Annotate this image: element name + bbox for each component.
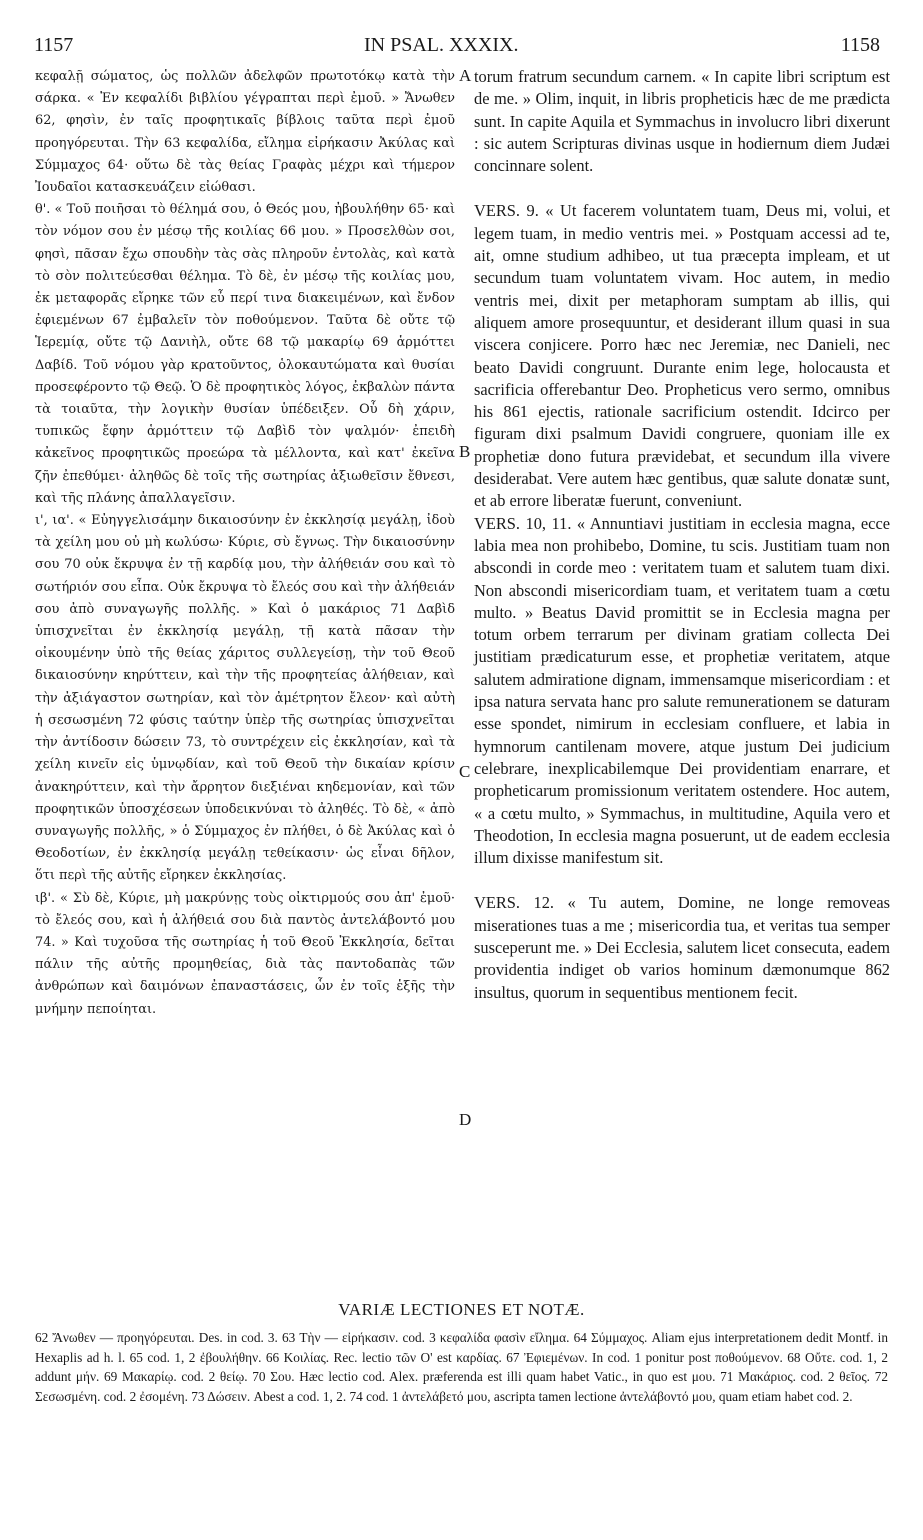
footnotes-text: 62 Ἄνωθεν — προηγόρευται. Des. in cod. 3. 63 Τὴν — εἰρήκασιν. cod. 3 κεφαλίδα φασὶν εἴλημα. 64 Σύμμαχος. Aliam ejus interpretationem dedit Montf. in Hexaplis ad h. l. 65 cod. 1, 2 ἐβουλήθην. 66 Κοιλίας. Rec. lectio τῶν Ο' est καρδίας. 67 Ἐφιεμένων. In cod. 1 ponitur post ποθούμενον. 68 Οὔτε. cod. 1, 2 addunt μήν. 69 Μακαρίῳ. cod. 2 θείῳ. 70 Σου. Hæc lectio cod. Alex. præferenda est illi quam habet Vatic., in quo est μου. 71 Μακάριος. cod. 2 θεῖος. 72 Σεσωσμένη. cod. 2 ἐσομένη. 73 Δώσειν. Abest a cod. 1, 2. 74 cod. 1 ἀντελάβετό μου, ascripta tamen lectione ἀντελάβοντό μου, quam etiam habet cod. 2. <box>35 1330 888 1404</box>
right-page-number: 1158 <box>840 34 880 56</box>
margin-letter-c: C <box>459 762 471 781</box>
latin-paragraph: VERS. 12. « Tu autem, Domine, ne longe removeas miserationes tuas a me ; misericordia tua, et veritas tua semper susceperunt me. » Dei Ecclesia, salutem licet consecuta, eadem providentia indiget ob varios hominum dæmonumque 862 insultus, quorum in sequentibus mentionem fecit. <box>474 893 890 1002</box>
footnotes <box>35 1328 888 1406</box>
latin-paragraph: VERS. 10, 11. « Annuntiavi justitiam in ecclesia magna, ecce labia mea non prohibebo, Domine, tu scis. Justitiam tuam non abscondi in corde meo : veritatem tuam et salutem tuam dixi. Non abscondi misericordiam tuam, et veritatem tuam a cœtu multo. » Beatus David promittit se in Ecclesia magna per totum orbem terrarum per divinam gratiam collecta Dei justitiam prædicaturum esse, et prophetiæ veritatem, atque salutem admiratione dignam, immensamque misericordiam : et ipsa natura servata hanc pro salute remunerationem se daturam esse spondet, nimirum in ecclesiam confluere, et labia in hymnorum cantilenam movere, atque justum Dei judicium celebrare, inexplicabilemque Dei providentiam enarrare, et propheticarum promissionum veritatem ostendere. Hoc autem, « a cœtu multo, » Symmachus, in multitudine, Aquila vero et Theodotion, In ecclesia magna posuerunt, ut de eadem ecclesia illum dixisse manifestum sit. <box>474 513 890 868</box>
greek-paragraph: θ'. « Τοῦ ποιῆσαι τὸ θέλημά σου, ὁ Θεός μου, ἠβουλήθην 65· καὶ τὸν νόμον σου ἐν μέσῳ τῆς κοιλίας 66 μου. » Προσελθὼν σοι, φησὶ, πᾶσαν ἔχω σπουδὴν τὰς σὰς πληροῦν ἐντολὰς, καὶ κατὰ τὸ σὸν πολιτεύεσθαι θέλημα. Τὸ δὲ, ἐν μέσῳ τῆς κοιλίας μου, ἐκ μεταφορᾶς εἴρηκε τῶν εὖ περί τινα διακειμένων, καὶ ἔνδον ἐφιεμένων 67 ἐμβαλεῖν τὸν ποθούμενον. Ταῦτα δὲ οὔτε τῷ Ἱερεμίᾳ, οὔτε τῷ Δανιὴλ, οὔτε 68 τῷ μακαρίῳ 69 ἁρμόττει Δαβίδ. Τοῦ νόμου γὰρ κρατοῦντος, ὁλοκαυτώματα καὶ θυσίαι προσεφέροντο τῷ Θεῷ. Ὁ δὲ προφητικὸς λόγος, ἐκβαλὼν πάντα τὰ τοιαῦτα, τὴν λογικὴν θυσίαν ὑπέδειξεν. Οὗ δὴ χάριν, τυπικῶς ἔφην ἁρμόττειν τῷ Δαβὶδ τὸν ψαλμόν· ἐπειδὴ κἀκεῖνος προφητικῶς προεώρα τὰ μέλλοντα, καὶ κατ' ἐκεῖνα ζῆν ἐπεθύμει· ἀληθῶς δὲ τοῖς τῆς σωτηρίας ἀξιωθεῖσιν ἔθνεσι, καὶ τῆς πλάνης ἀπαλλαγεῖσιν. <box>35 202 455 506</box>
greek-paragraph: ιβ'. « Σὺ δὲ, Κύριε, μὴ μακρύνῃς τοὺς οἰκτιρμούς σου ἀπ' ἐμοῦ· τὸ ἔλεός σου, καὶ ἡ ἀλήθειά σου διὰ παντὸς ἀντελάβοντό μου 74. » Καὶ τυχοῦσα τῆς σωτηρίας ἡ τοῦ Θεοῦ Ἐκκλησία, δεῖται πάλιν τῆς αὐτῆς προμηθείας, διὰ τὰς παντοδαπὰς τῶν ἀνθρώπων καὶ δαιμόνων ἐπαναστάσεις, ὧν ἐν τοῖς ἑξῆς τὴν μνήμην πεποίηται. <box>35 890 455 1017</box>
latin-paragraph: VERS. 9. « Ut facerem voluntatem tuam, Deus mi, volui, et legem tuam, in medio ventris mei. » Postquam accessi ad te, ait, omne studium adhibeo, ut tua præcepta impleam, et ut secundum tuam voluntatem vivam. Hoc autem, in medio ventris mei, dixit per metaphoram sumptam ab illis, qui aliquem amore prosequuntur, et desiderant illum quasi in sua viscera conjicere. Porro hæc nec Jeremiæ, nec Danieli, nec beato Davidi congruunt. Durante enim lege, holocausta et sacrificia offerebantur Deo. Propheticus vero sermo, omnibus his 861 ejectis, rationale sacrificium ostendit. Idcirco per figuram dixi psalmum Davidi congruere, quoniam ille ex prophetiæ dono futura prævidebat, et secundum illa vivere desiderabat. Vere autem hæc gentibus, quæ salute donatæ sunt, et ab errore liberatæ fuerunt, conveniunt. <box>474 201 890 511</box>
greek-column <box>35 66 455 1021</box>
latin-paragraph: torum fratrum secundum carnem. « In capite libri scriptum est de me. » Olim, inquit, in libris propheticis hæc de me prædicta sunt. In capite Aquila et Symmachus in involucro libri dixerunt : sic autem Scripturas divinas usque in hodiernum diem Judæi concinnare solent. <box>474 67 890 176</box>
running-header <box>34 34 880 58</box>
latin-column <box>474 66 890 1004</box>
running-title: IN PSAL. XXXIX. <box>364 34 519 56</box>
notes-heading: VARIÆ LECTIONES ET NOTÆ. <box>338 1300 585 1319</box>
margin-letter-a: A <box>459 66 472 85</box>
left-page-number: 1157 <box>34 34 74 56</box>
margin-letter-b: B <box>459 442 471 461</box>
greek-paragraph: κεφαλῇ σώματος, ὡς πολλῶν ἀδελφῶν πρωτοτόκῳ κατὰ τὴν σάρκα. « Ἐν κεφαλίδι βιβλίου γέγραπται περὶ ἐμοῦ. » Ἄνωθεν 62, φησὶν, ἐν ταῖς προφητικαῖς βίβλοις ταῦτα περὶ ἐμοῦ προηγόρευται. Τὴν 63 κεφαλίδα, εἴλημα εἰρήκασιν Ἀκύλας καὶ Σύμμαχος 64· οὕτω δὲ τὰς θείας Γραφὰς μέχρι καὶ τήμερον Ἰουδαῖοι κατασκευάζειν εἰώθασι. <box>35 69 455 196</box>
margin-letter-d: D <box>459 1110 472 1129</box>
greek-paragraph: ι', ια'. « Εὐηγγελισάμην δικαιοσύνην ἐν ἐκκλησίᾳ μεγάλῃ, ἰδοὺ τὰ χείλη μου οὐ μὴ κωλύσω· Κύριε, σὺ ἔγνως. Τὴν δικαιοσύνην σου 70 οὐκ ἔκρυψα ἐν τῇ καρδίᾳ μου, τὴν ἀλήθειάν σου καὶ τὸ σωτήριόν σου εἶπα. Οὐκ ἔκρυψα τὸ ἔλεός σου καὶ τὴν ἀλήθειάν σου ἀπὸ συναγωγῆς πολλῆς. » Καὶ ὁ μακάριος 71 Δαβὶδ ὑπισχνεῖται ἐν ἐκκλησίᾳ μεγάλῃ, τῇ κατὰ πᾶσαν τὴν οἰκουμένην ὑπὸ τῆς θείας χάριτος συλλεγείσῃ, τὴν τοῦ Θεοῦ δικαιοσύνην κηρύττειν, καὶ τὴν τῆς προφητείας ἀλήθειαν, καὶ τὴν ἀξιάγαστον σωτηρίαν, καὶ τὸν ἀμέτρητον ἔλεον· καὶ αὐτὴ ἡ σεσωσμένη 72 φύσις ταύτην ὑπὲρ τῆς σωτηρίας ὑπισχνεῖται τὴν ἀντίδοσιν δώσειν 73, τὸ συντρέχειν εἰς ἐκκλησίαν, καὶ τὰ χείλη κινεῖν εἰς ὑμνῳδίαν, καὶ τοῦ Θεοῦ τὴν δικαίαν κρίσιν ἀνακηρύττειν, καὶ τὴν ἄρρητον διεξιέναι κηδεμονίαν, καὶ τῶν προφητικῶν ὑποσχέσεων ὑποδεικνύναι τὸ ἀληθές. Τὸ δὲ, « ἀπὸ συναγωγῆς πολλῆς, » ὁ Σύμμαχος ἐν πλήθει, ὁ δὲ Ἀκύλας καὶ ὁ Θεοδοτίων, ἐν ἐκκλησίᾳ μεγάλῃ τεθείκασιν· ὡς εἶναι δῆλον, ὅτι περὶ τῆς αὐτῆς εἴρηκεν ἐκκλησίας. <box>35 513 455 884</box>
